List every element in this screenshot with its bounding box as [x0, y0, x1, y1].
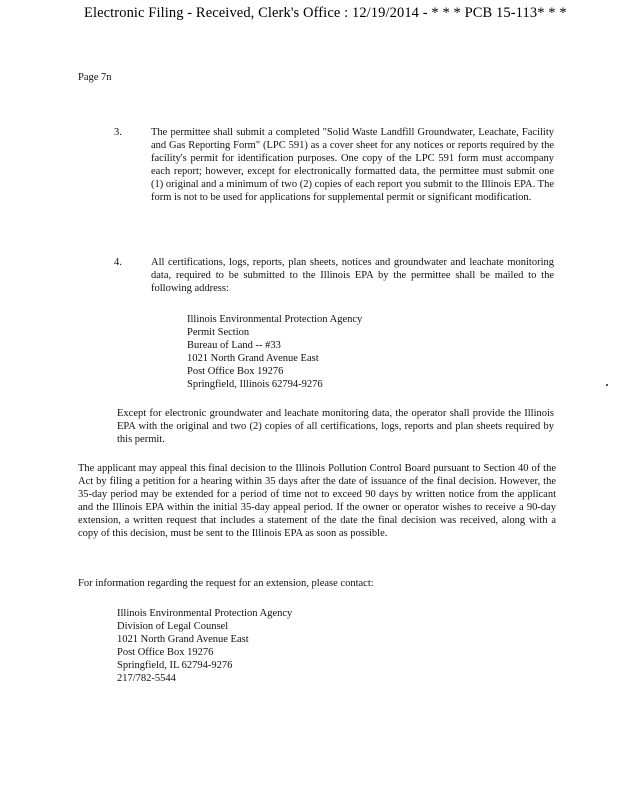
electronic-filing-stamp: Electronic Filing - Received, Clerk's Office : 12/19/2014 - * * * PCB 15-113* * * [84, 5, 567, 21]
list-item-3 [114, 127, 554, 204]
address-line: Bureau of Land -- #33 [187, 339, 281, 351]
address-line: Post Office Box 19276 [117, 646, 214, 658]
contact-intro: For information regarding the request for an extension, please contact: [78, 578, 374, 589]
address-line: 1021 North Grand Avenue East [187, 352, 319, 364]
address-line: Illinois Environmental Protection Agency [117, 608, 293, 619]
address-line: Permit Section [187, 326, 250, 338]
scan-artifact-mark [606, 384, 608, 386]
item-4-text: All certifications, logs, reports, plan sheets, notices and groundwater and leachate monitoring data, required to be submitted to the Illinois EPA by the permittee shall be mailed to the following address: [151, 257, 554, 294]
address-line: Springfield, IL 62794-9276 [117, 659, 233, 671]
legal-counsel-address [117, 608, 292, 685]
address-line: Division of Legal Counsel [117, 620, 229, 632]
item-4-followup-paragraph: Except for electronic groundwater and leachate monitoring data, the operator shall provide the Illinois EPA with the original and two (2) copies of all certifications, logs, reports and plan sheets required by this permit. [117, 408, 554, 445]
address-line: Springfield, Illinois 62794-9276 [187, 378, 323, 390]
list-item-4 [114, 257, 554, 296]
address-line: Post Office Box 19276 [187, 365, 284, 377]
item-3-number: 3. [114, 127, 122, 138]
page-number: Page 7n [78, 72, 112, 83]
address-line: 1021 North Grand Avenue East [117, 633, 249, 645]
address-line: Illinois Environmental Protection Agency [187, 314, 363, 325]
address-line: 217/782-5544 [117, 672, 176, 684]
item-3-text: The permittee shall submit a completed "Solid Waste Landfill Groundwater, Leachate, Facility and Gas Reporting Form" (LPC 591) as a cover sheet for any notices or reports required by the facility's permit for identification purposes. One copy of the LPC 591 form must accompany each report; however, except for electronically formatted data, the permittee must submit one (1) original and a minimum of two (2) copies of each report you submit to the Illinois EPA. The form is not to be used for applications for supplemental permit or significant modification. [151, 127, 554, 203]
item-4-number: 4. [114, 257, 122, 268]
appeal-paragraph: The applicant may appeal this final decision to the Illinois Pollution Control Board pursuant to Section 40 of the Act by filing a petition for a hearing within 35 days after the date of issuance of the final decision. However, the 35-day period may be extended for a period of time not to exceed 90 days by written notice from the applicant and the Illinois EPA within the initial 35-day appeal period. If the owner or operator wishes to receive a 90-day extension, a written request that includes a statement of the date the final decision was received, along with a copy of this decision, must be sent to the Illinois EPA as soon as possible. [78, 463, 556, 539]
permit-section-address [187, 314, 362, 391]
